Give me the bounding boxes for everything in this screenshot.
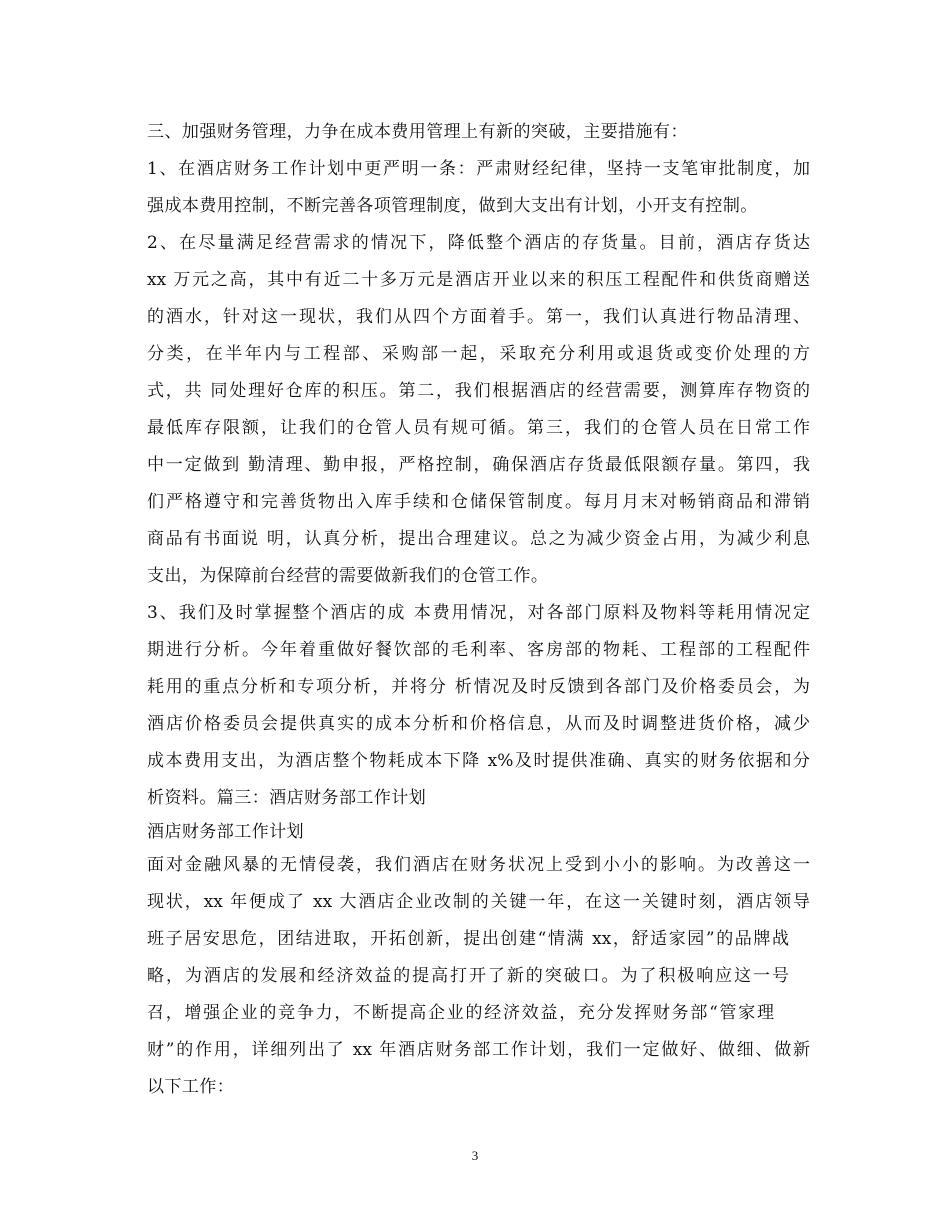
text-line: 1、在酒店财务工作计划中更严明一条：严肃财经纪律，坚持一支笔审批制度，加 xyxy=(147,159,810,179)
text-line: 最低库存限额，让我们的仓管人员有规可循。第三，我们的仓管人员在日常工作 xyxy=(147,418,810,438)
text-line: 成本费用支出，为酒店整个物耗成本下降 x%及时提供准确、真实的财务依据和分 xyxy=(147,751,810,771)
text-line: 2、在尽量满足经营需求的情况下，降低整个酒店的存货量。目前，酒店存货达 xyxy=(147,233,810,253)
text-line: 们严格遵守和完善货物出入库手续和仓储保管制度。每月月末对畅销商品和滞销 xyxy=(147,492,810,512)
text-line: 酒店价格委员会提供真实的成本分析和价格信息，从而及时调整进货价格，减少 xyxy=(147,714,810,734)
page-number: 3 xyxy=(471,1148,479,1163)
text-line: 强成本费用控制，不断完善各项管理制度，做到大支出有计划，小开支有控制。 xyxy=(147,196,758,216)
section-title: 酒店财务部工作计划 xyxy=(147,822,305,842)
text-line: 分类，在半年内与工程部、采购部一起，采取充分利用或退货或变价处理的方 xyxy=(147,344,810,364)
text-line: 的酒水，针对这一现状，我们从四个方面着手。第一，我们认真进行物品清理、 xyxy=(147,307,810,327)
text-line: 析资料。篇三：酒店财务部工作计划 xyxy=(147,788,427,808)
text-line: 财”的作用，详细列出了 xx 年酒店财务部工作计划，我们一定做好、做细、做新 xyxy=(147,1040,810,1060)
text-line: 以下工作： xyxy=(147,1077,235,1097)
text-line: 召，增强企业的竞争力，不断提高企业的经济效益，充分发挥财务部“管家理 xyxy=(147,1003,774,1023)
text-line: 略，为酒店的发展和经济效益的提高打开了新的突破口。为了积极响应这一号 xyxy=(147,966,789,986)
text-line: 耗用的重点分析和专项分析，并将分 析情况及时反馈到各部门及价格委员会，为 xyxy=(147,677,810,697)
text-line: 三、加强财务管理，力争在成本费用管理上有新的突破，主要措施有： xyxy=(147,122,688,142)
text-line: 班子居安思危，团结进取，开拓创新，提出创建“情满 xx，舒适家园”的品牌战 xyxy=(147,929,789,949)
text-line: 面对金融风暴的无情侵袭，我们酒店在财务状况上受到小小的影响。为改善这一 xyxy=(147,855,810,875)
text-line: 式，共 同处理好仓库的积压。第二，我们根据酒店的经营需要，测算库存物资的 xyxy=(147,381,810,401)
text-line: 中一定做到 勤清理、勤申报，严格控制，确保酒店存货最低限额存量。第四，我 xyxy=(147,455,810,475)
text-line: 支出，为保障前台经营的需要做新我们的仓管工作。 xyxy=(147,566,549,586)
text-line: 商品有书面说 明，认真分析，提出合理建议。总之为减少资金占用，为减少利息 xyxy=(147,529,810,549)
text-line: 现状，xx 年便成了 xx 大酒店企业改制的关键一年，在这一关键时刻，酒店领导 xyxy=(147,892,810,912)
text-line: 3、我们及时掌握整个酒店的成 本费用情况，对各部门原料及物料等耗用情况定 xyxy=(147,603,810,623)
text-line: xx 万元之高，其中有近二十多万元是酒店开业以来的积压工程配件和供货商赠送 xyxy=(147,270,810,290)
text-line: 期进行分析。今年着重做好餐饮部的毛利率、客房部的物耗、工程部的工程配件 xyxy=(147,640,810,660)
